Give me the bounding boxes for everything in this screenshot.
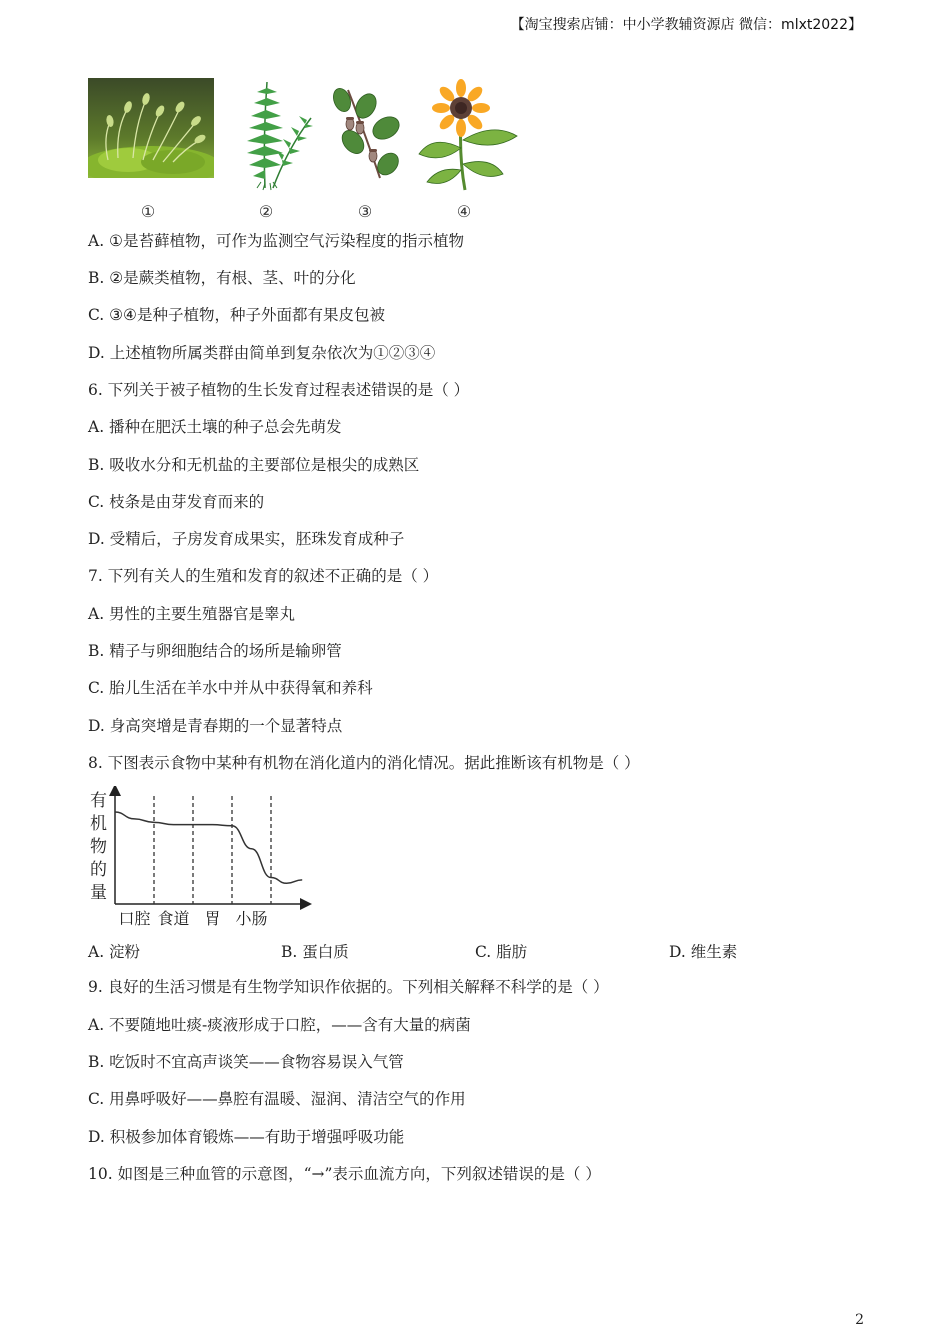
series-line: [115, 812, 302, 883]
q8-option-b: B. 蛋白质: [281, 943, 349, 961]
digestion-chart: [86, 786, 316, 932]
q7-option-a: A. 男性的主要生殖器官是睾丸: [88, 605, 296, 623]
page-header: 【淘宝搜索店铺：中小学教辅资源店 微信：mlxt2022】: [510, 17, 862, 33]
plant-label-2: ②: [258, 202, 274, 221]
q9-option-d: D. 积极参加体育锻炼——有助于增强呼吸功能: [88, 1128, 405, 1146]
plant-figure: [88, 78, 528, 223]
sunflower-illustration: [413, 78, 523, 196]
q6-option-d: D. 受精后，子房发育成果实，胚珠发育成种子: [88, 530, 405, 548]
q5-option-d: D. 上述植物所属类群由简单到复杂依次为①②③④: [88, 344, 436, 362]
y-label-char: 物: [90, 837, 107, 857]
x-category-label: 口腔: [118, 909, 151, 928]
q10-stem: 10. 如图是三种血管的示意图，“→”表示血流方向，下列叙述错误的是（ ）: [88, 1165, 601, 1183]
q5-option-a: A. ①是苔藓植物，可作为监测空气污染程度的指示植物: [88, 232, 464, 250]
fern-illustration: [233, 78, 323, 196]
q7-stem: 7. 下列有关人的生殖和发育的叙述不正确的是（ ）: [88, 567, 439, 585]
q7-option-b: B. 精子与卵细胞结合的场所是输卵管: [88, 642, 342, 660]
q9-option-c: C. 用鼻呼吸好——鼻腔有温暖、湿润、清洁空气的作用: [88, 1090, 466, 1108]
q8-options: [88, 940, 868, 960]
q6-option-b: B. 吸收水分和无机盐的主要部位是根尖的成熟区: [88, 456, 420, 474]
plant-label-4: ④: [456, 202, 472, 221]
x-category-label: 胃: [204, 909, 221, 928]
y-label-char: 机: [90, 814, 107, 834]
plant-label-1: ①: [140, 202, 156, 221]
q8-option-a: A. 淀粉: [88, 943, 141, 961]
y-label-char: 的: [90, 860, 107, 880]
q7-option-c: C. 胎儿生活在羊水中并从中获得氧和养科: [88, 679, 373, 697]
q8-option-c: C. 脂肪: [475, 943, 528, 961]
q5-option-b: B. ②是蕨类植物，有根、茎、叶的分化: [88, 269, 356, 287]
q6-option-c: C. 枝条是由芽发育而来的: [88, 493, 265, 511]
x-category-label: 小肠: [235, 909, 268, 928]
y-label-char: 有: [90, 791, 107, 811]
q9-option-a: A. 不要随地吐痰-痰液形成于口腔，——含有大量的病菌: [88, 1016, 471, 1034]
page-number: 2: [855, 1312, 864, 1328]
q6-option-a: A. 播种在肥沃土壤的种子总会先萌发: [88, 418, 342, 436]
q9-stem: 9. 良好的生活习惯是有生物学知识作依据的。下列相关解释不科学的是（ ）: [88, 978, 609, 996]
moss-photo: [88, 78, 214, 196]
q9-option-b: B. 吃饭时不宜高声谈笑——食物容易误入气管: [88, 1053, 404, 1071]
q5-option-c: C. ③④是种子植物，种子外面都有果皮包被: [88, 306, 385, 324]
oak-acorn-illustration: [328, 78, 408, 196]
plant-label-3: ③: [357, 202, 373, 221]
q7-option-d: D. 身高突增是青春期的一个显著特点: [88, 717, 343, 735]
q8-stem: 8. 下图表示食物中某种有机物在消化道内的消化情况。据此推断该有机物是（ ）: [88, 754, 640, 772]
x-category-label: 食道: [157, 909, 190, 928]
q6-stem: 6. 下列关于被子植物的生长发育过程表述错误的是（ ）: [88, 381, 470, 399]
q8-option-d: D. 维生素: [669, 943, 738, 961]
y-label-char: 量: [90, 883, 107, 903]
